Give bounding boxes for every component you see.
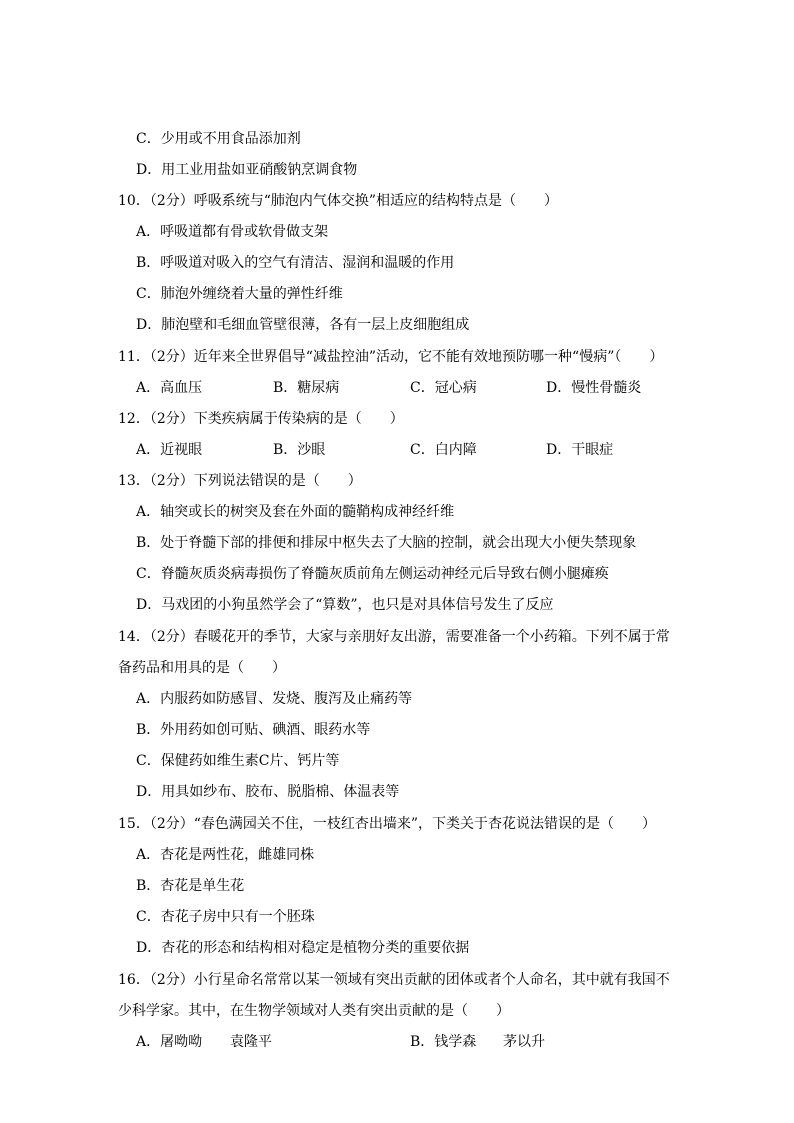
q9-option-c: C．少用或不用食品添加剂 bbox=[136, 131, 301, 147]
question-12: 12．（2分）下类疾病属于传染病的是（ ） bbox=[118, 411, 404, 427]
q12-option-d: D．干眼症 bbox=[546, 442, 614, 458]
q12-option-c: C．白内障 bbox=[410, 442, 477, 458]
question-10: 10．（2分）呼吸系统与“肺泡内气体交换”相适应的结构特点是（ ） bbox=[118, 193, 559, 209]
q13-option-d: D．马戏团的小狗虽然学会了“算数”，也只是对具体信号发生了反应 bbox=[136, 597, 554, 613]
q11-option-c: C．冠心病 bbox=[410, 380, 477, 396]
q16-option-a: A．屠呦呦 bbox=[136, 1034, 203, 1050]
question-13: 13．（2分）下列说法错误的是（ ） bbox=[118, 473, 362, 489]
q13-option-c: C．脊髓灰质炎病毒损伤了脊髓灰质前角左侧运动神经元后导致右侧小腿瘫痪 bbox=[136, 566, 609, 582]
q10-option-d: D．肺泡壁和毛细血管壁很薄，各有一层上皮细胞组成 bbox=[136, 317, 470, 333]
q14-option-b: B．外用药如创可贴、碘酒、眼药水等 bbox=[136, 722, 371, 738]
q11-option-b: B．糖尿病 bbox=[273, 380, 340, 396]
question-16: 16．（2分）小行星命名常常以某一领域有突出贡献的团体或者个人命名，其中就有我国不 bbox=[118, 972, 670, 988]
question-14-continued: 备药品和用具的是（ ） bbox=[118, 660, 286, 676]
q9-option-d: D．用工业用盐如亚硝酸钠烹调食物 bbox=[136, 162, 358, 178]
question-15: 15．（2分）“春色满园关不住，一枝红杏出墙来”，下类关于杏花说法错误的是（ ） bbox=[118, 816, 657, 832]
question-16-continued: 少科学家。其中，在生物学领域对人类有突出贡献的是（ ） bbox=[118, 1003, 510, 1019]
q13-option-b: B．处于脊髓下部的排便和排尿中枢失去了大脑的控制，就会出现大小便失禁现象 bbox=[136, 535, 637, 551]
q10-option-a: A．呼吸道都有骨或软骨做支架 bbox=[136, 224, 329, 240]
q15-option-d: D．杏花的形态和结构相对稳定是植物分类的重要依据 bbox=[136, 940, 470, 956]
q10-option-b: B．呼吸道对吸入的空气有清洁、湿润和温暖的作用 bbox=[136, 255, 455, 271]
question-11: 11．（2分）近年来全世界倡导“减盐控油”活动，它不能有效地预防哪一种“慢病”（ ） bbox=[118, 349, 664, 365]
q15-option-b: B．杏花是单生花 bbox=[136, 878, 245, 894]
q15-option-c: C．杏花子房中只有一个胚珠 bbox=[136, 909, 315, 925]
q12-option-a: A．近视眼 bbox=[136, 442, 203, 458]
q12-option-b: B．沙眼 bbox=[273, 442, 326, 458]
q16-option-b: B．钱学森 bbox=[410, 1034, 477, 1050]
question-14: 14．（2分）春暖花开的季节，大家与亲朋好友出游，需要准备一个小药箱。下列不属于常 bbox=[118, 629, 670, 645]
q14-option-d: D．用具如纱布、胶布、脱脂棉、体温表等 bbox=[136, 784, 400, 800]
q11-option-a: A．高血压 bbox=[136, 380, 203, 396]
q14-option-c: C．保健药如维生素C片、钙片等 bbox=[136, 753, 340, 769]
q14-option-a: A．内服药如防感冒、发烧、腹泻及止痛药等 bbox=[136, 691, 413, 707]
q11-option-d: D．慢性骨髓炎 bbox=[546, 380, 642, 396]
q16-option-b-extra: 茅以升 bbox=[503, 1034, 545, 1050]
q10-option-c: C．肺泡外缠绕着大量的弹性纤维 bbox=[136, 286, 343, 302]
q13-option-a: A．轴突或长的树突及套在外面的髓鞘构成神经纤维 bbox=[136, 504, 455, 520]
q16-option-a-extra: 袁隆平 bbox=[230, 1034, 272, 1050]
q15-option-a: A．杏花是两性花，雌雄同株 bbox=[136, 847, 315, 863]
